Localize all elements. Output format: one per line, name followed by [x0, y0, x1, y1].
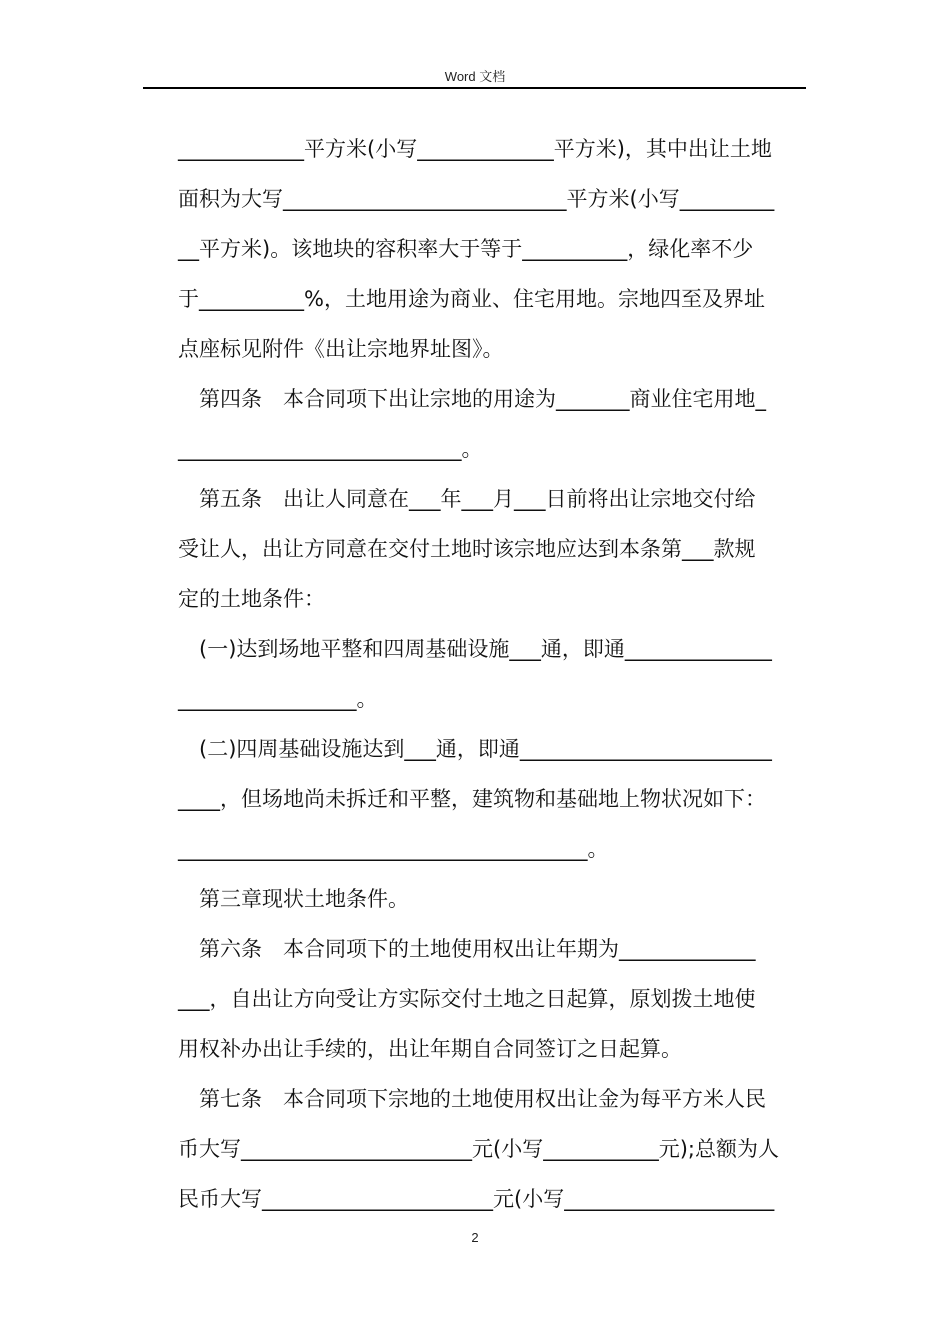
text-line: ___，自出让方向受让方实际交付土地之日起算，原划拨土地使: [178, 987, 756, 1011]
text-line: _______________________________________。: [178, 837, 609, 861]
header-divider: [143, 87, 806, 89]
clause-1-line: (一)达到场地平整和四周基础设施___通，即通______________: [199, 637, 772, 661]
document-body: [178, 124, 800, 1224]
article-5-line: 第五条 出让人同意在___年___月___日前将出让宗地交付给: [199, 487, 756, 511]
text-line: 定的土地条件：: [178, 587, 325, 611]
text-line: 点座标见附件《出让宗地界址图》。: [178, 337, 504, 361]
page-number: 2: [471, 1230, 479, 1245]
text-line: ____，但场地尚未拆迁和平整，建筑物和基础地上物状况如下：: [178, 787, 766, 811]
article-6-line: 第六条 本合同项下的土地使用权出让年期为_____________: [199, 937, 756, 961]
clause-2-line: (二)四周基础设施达到___通，即通________________________: [199, 737, 772, 761]
text-line: 受让人，出让方同意在交付土地时该宗地应达到本条第___款规: [178, 537, 756, 561]
text-line: __平方米)。该地块的容积率大于等于__________，绿化率不少: [178, 237, 754, 261]
chapter-3-heading: 第三章现状土地条件。: [199, 887, 409, 911]
text-line: 于__________%，土地用途为商业、住宅用地。宗地四至及界址: [178, 287, 765, 311]
text-line: 币大写______________________元(小写___________元);总额为人: [178, 1137, 779, 1161]
text-line: ____________平方米(小写_____________平方米)，其中出让土地: [178, 137, 772, 161]
text-line: _________________。: [178, 687, 378, 711]
text-line: 民币大写______________________元(小写____________________: [178, 1187, 775, 1211]
article-7-line: 第七条 本合同项下宗地的土地使用权出让金为每平方米人民: [199, 1087, 766, 1111]
text-line: 面积为大写___________________________平方米(小写_________: [178, 187, 775, 211]
page-header: Word 文档: [444, 69, 506, 84]
article-4-line: 第四条 本合同项下出让宗地的用途为_______商业住宅用地_: [199, 387, 766, 411]
text-line: ___________________________。: [178, 437, 483, 461]
text-line: 用权补办出让手续的，出让年期自合同签订之日起算。: [178, 1037, 682, 1061]
